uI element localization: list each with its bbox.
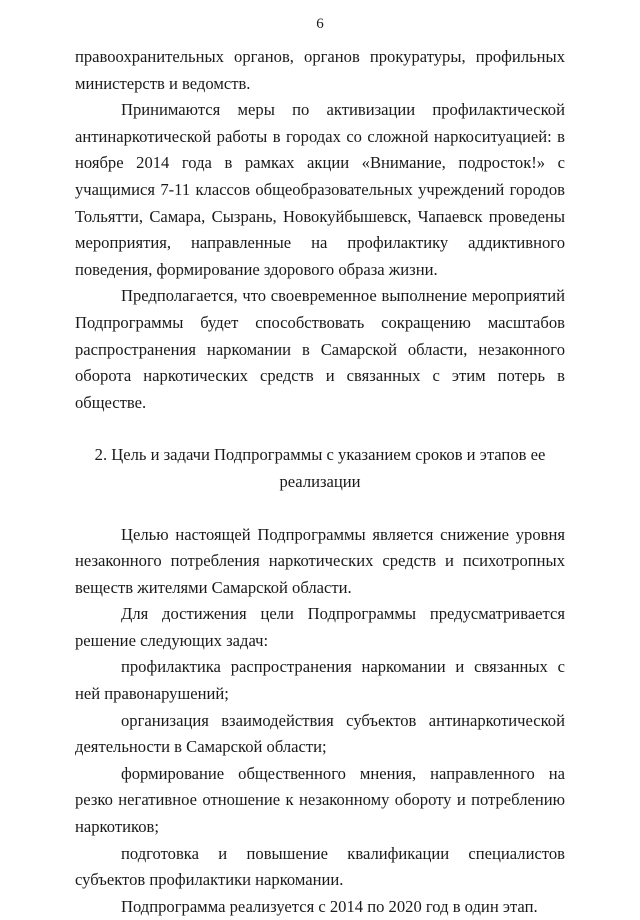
paragraph-timeline: Подпрограмма реализуется с 2014 по 2020 год в один этап. (121, 896, 538, 916)
paragraph-measures: Принимаются меры по активизации профилактической антинаркотической работы в городах со сложной наркоситуацией: в ноябре 2014 года в рамках акции «Внимание, подросток!» с учащимися 7-11 классов общеобразовательных учреждений городов Тольятти, Самара, Сызрань, Новокуйбышевск, Чапаевск проведены мероприятия, направленные на профилактику аддиктивного поведения, формирование здорового образа жизни. (75, 100, 565, 279)
section-spacer (75, 416, 565, 442)
section-heading: 2. Цель и задачи Подпрограммы с указанием сроков и этапов ее реализации (94, 445, 546, 491)
paragraph-tasks-intro: Для достижения цели Подпрограммы предусматривается решение следующих задач: (75, 604, 565, 650)
document-body (75, 44, 565, 920)
task-item: профилактика распространения наркомании и связанных с ней правонарушений; (75, 657, 565, 704)
task-item: подготовка и повышение квалификации специалистов субъектов профилактики наркомании. (75, 843, 565, 890)
paragraph-goal: Целью настоящей Подпрограммы является снижение уровня незаконного потребления наркотических средств и психотропных веществ жителями Самарской области. (75, 524, 565, 597)
paragraph-expectation: Предполагается, что своевременное выполнение мероприятий Подпрограммы будет способствовать сокращению масштабов распространения наркомании в Самарской области, незаконного оборота наркотических средств и связанных с этим потерь в обществе. (75, 286, 565, 412)
section-spacer (75, 496, 565, 522)
task-item: организация взаимодействия субъектов антинаркотической деятельности в Самарской области; (75, 710, 565, 757)
page-number: 6 (316, 16, 324, 32)
task-item: формирование общественного мнения, направленного на резко негативное отношение к незаконному обороту и потреблению наркотиков; (75, 763, 565, 837)
paragraph-continuation: правоохранительных органов, органов прокуратуры, профильных министерств и ведомств. (75, 47, 565, 93)
